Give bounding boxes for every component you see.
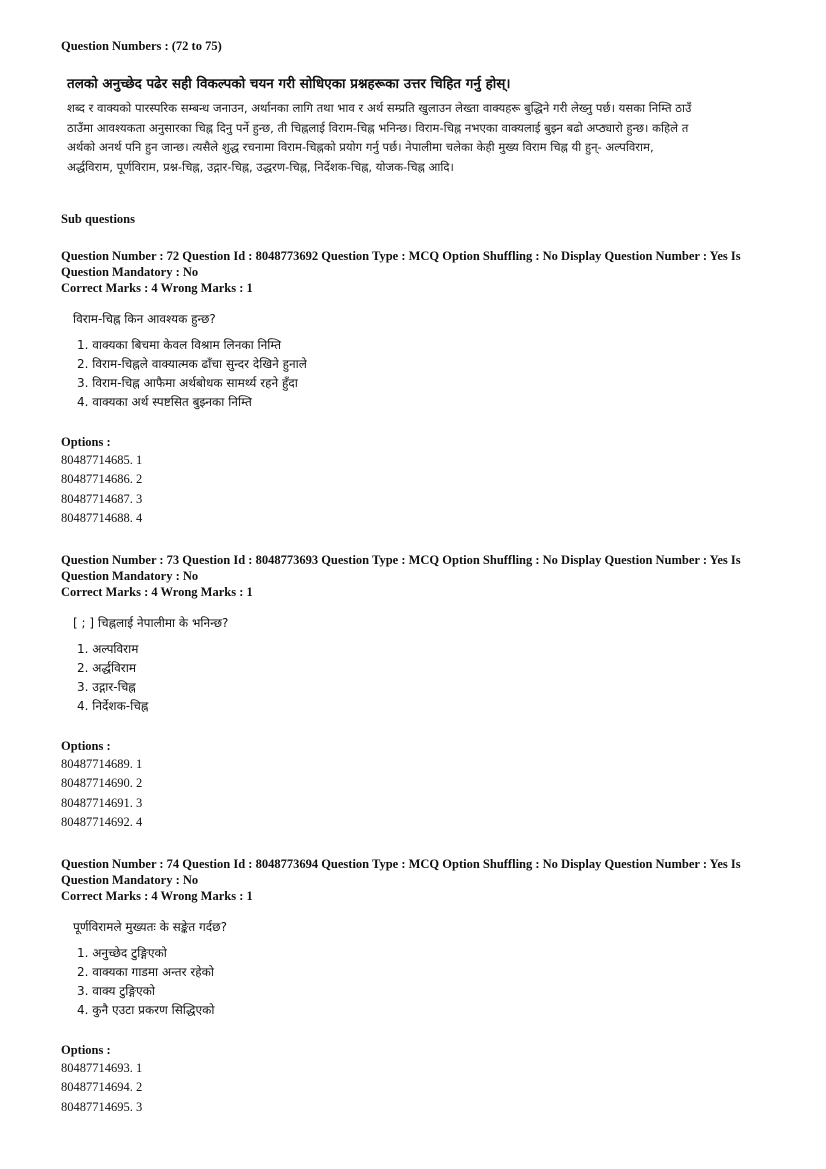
question-marks: Correct Marks : 4 Wrong Marks : 1 xyxy=(61,585,253,599)
question-mandatory: Question Mandatory : No xyxy=(61,265,199,279)
choice-list xyxy=(77,640,766,716)
option-id: 80487714688. 4 xyxy=(61,511,143,526)
passage-title: तलको अनुच्छेद पढेर सही विकल्पको चयन गरी सोधिएका प्रश्नहरूका उत्तर चिहित गर्नु होस्। xyxy=(67,76,511,92)
choice-item: 1. अल्पविराम xyxy=(77,642,139,656)
question-text: पूर्णविरामले मुख्यतः के सङ्केत गर्दछ? xyxy=(73,920,227,934)
option-id: 80487714687. 3 xyxy=(61,491,143,506)
choice-item: 1. वाक्यका बिचमा केवल विश्राम लिनका निम्ति xyxy=(77,338,282,352)
option-id: 80487714692. 4 xyxy=(61,815,143,830)
passage-section xyxy=(61,74,766,177)
question-block-72 xyxy=(61,248,766,529)
choice-item: 4. कुनै एउटा प्रकरण सिद्धिएको xyxy=(77,1003,215,1017)
question-meta: Question Number : 74 Question Id : 8048773694 Question Type : MCQ Option Shuffling : No Display Question Number : Yes Is xyxy=(61,857,741,871)
question-block-74 xyxy=(61,856,766,1117)
passage-line: शब्द र वाक्यको पारस्परिक सम्बन्ध जनाउन, अर्थानका लागि तथा भाव र अर्थ सम्प्रति खुलाउन लेख्ता वाक्यहरू बुद्धिने गरी लेख्नु पर्छ। यसका निम्ति ठाउँ xyxy=(67,101,692,115)
option-id: 80487714693. 1 xyxy=(61,1061,143,1075)
choice-item: 2. विराम-चिह्नले वाक्यात्मक ढाँचा सुन्दर देखिने हुनाले xyxy=(77,357,307,371)
choice-item: 3. वाक्य टुङ्गिएको xyxy=(77,984,155,998)
option-id: 80487714691. 3 xyxy=(61,795,143,810)
choice-item: 2. अर्द्धविराम xyxy=(77,661,136,675)
question-marks: Correct Marks : 4 Wrong Marks : 1 xyxy=(61,281,253,295)
choice-list xyxy=(77,944,766,1020)
option-id: 80487714686. 2 xyxy=(61,472,143,487)
question-marks: Correct Marks : 4 Wrong Marks : 1 xyxy=(61,889,253,903)
options-label: Options : xyxy=(61,1043,111,1057)
option-id: 80487714685. 1 xyxy=(61,453,143,467)
option-id: 80487714695. 3 xyxy=(61,1099,143,1114)
question-block-73 xyxy=(61,552,766,833)
options-label: Options : xyxy=(61,435,111,449)
option-id: 80487714690. 2 xyxy=(61,776,143,791)
choice-item: 4. निर्देशक-चिह्न xyxy=(77,699,149,713)
choice-item: 1. अनुच्छेद टुङ्गिएको xyxy=(77,946,167,960)
question-text: विराम-चिह्न किन आवश्यक हुन्छ? xyxy=(73,312,216,326)
question-meta: Question Number : 72 Question Id : 8048773692 Question Type : MCQ Option Shuffling : No Display Question Number : Yes Is xyxy=(61,249,741,263)
choice-item: 4. वाक्यका अर्थ स्पष्टसित बुझ्नका निम्ति xyxy=(77,395,252,409)
passage-line: अर्द्धविराम, पूर्णविराम, प्रश्न-चिह्न, उद्गार-चिह्न, उद्धरण-चिह्न, निर्देशक-चिह्न, योजक-चिह्न आदि। xyxy=(67,159,454,174)
passage-body xyxy=(67,99,766,177)
options-label: Options : xyxy=(61,739,111,753)
question-range-header: Question Numbers : (72 to 75) xyxy=(61,39,222,53)
question-meta: Question Number : 73 Question Id : 8048773693 Question Type : MCQ Option Shuffling : No Display Question Number : Yes Is xyxy=(61,553,741,567)
question-mandatory: Question Mandatory : No xyxy=(61,873,199,887)
choice-item: 2. वाक्यका गाडमा अन्तर रहेको xyxy=(77,965,214,979)
option-id: 80487714689. 1 xyxy=(61,757,143,771)
choice-item: 3. उद्गार-चिह्न xyxy=(77,680,136,694)
sub-questions-label: Sub questions xyxy=(61,212,135,226)
choice-item: 3. विराम-चिह्न आफैमा अर्थबोधक सामर्थ्य रहने हुँदा xyxy=(77,376,298,390)
passage-line: ठाउँमा आवश्यकता अनुसारका चिह्न दिनु पर्ने हुन्छ, ती चिह्नलाई विराम-चिह्न भनिन्छ। विराम-चिह्न नभएका वाक्यलाई बुझ्न बढो अप्ठ्यारो हुन्छ। कहिले त xyxy=(67,120,689,135)
passage-line: अर्थको अनर्थ पनि हुन जान्छ। त्यसैले शुद्ध रचनामा विराम-चिह्नको प्रयोग गर्नु पर्छ। नेपालीमा चलेका केही मुख्य विराम चिह्न यी हुन्- अल्पविराम, xyxy=(67,140,654,154)
option-id: 80487714694. 2 xyxy=(61,1080,143,1095)
choice-list xyxy=(77,336,766,412)
question-text: [ ; ] चिह्नलाई नेपालीमा के भनिन्छ? xyxy=(73,616,229,630)
question-mandatory: Question Mandatory : No xyxy=(61,569,199,583)
